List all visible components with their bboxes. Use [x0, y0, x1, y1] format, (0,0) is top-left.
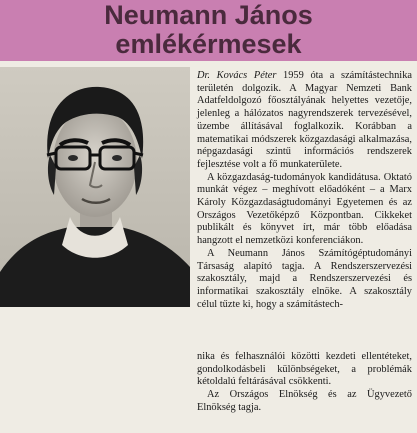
paragraph-4: Az Országos Elnökség és az Ügyvezető Elnökség tagja. [197, 389, 412, 413]
portrait-illustration [0, 67, 190, 307]
author-name: Dr. Kovács Péter [197, 70, 277, 81]
title-banner [0, 0, 417, 61]
paragraph-3: A Neumann János Számítógéptudományi Társaság alapító tagja. A Rendszerszervezési szakosztály, majd a Rendszerszervezési és informatikai szakosztály elnöke. A szakosztály célul tűzte ki, hogy a számítástech- [197, 247, 412, 310]
paragraph-3-continued: nika és felhasználói közötti kezdeti ellentéteket, gondolkodásbeli különbségeket, a problémák kétoldalú feltárásával csökkenti. [197, 351, 412, 388]
portrait-photo [0, 67, 190, 307]
paragraph-1-text: 1959 óta a számítástechnika területén dolgozik. A Magyar Nemzeti Bank Adatfeldolgozó főosztályának helyettes vezetője, jelenleg a hálózatos nagyrendszerek tervezésével, üzembe állításával foglalkozik. Korábban a matematikai módszerek közgazdasági alkalmazása, népgazdasági szintű információs rendszerek fejlesztése volt a fő munkaterülete. [197, 70, 413, 170]
page-title [0, 1, 417, 59]
article-column-bottom [197, 351, 412, 415]
paragraph-2: A közgazdaság-tudományok kandidátusa. Oktató munkát végez – meghívott előadóként – a Marx Károly Közgazdaságtudományi Egyetemen és az Országos Vezetőképző Központban. Cikkeket publikált és könyvet írt, már több előadása hangzott el nemzetközi konferenciákon. [197, 171, 412, 247]
paragraph-1 [197, 70, 412, 172]
title-line-2: emlékérmesek [115, 29, 302, 59]
title-line-1: Neumann János [104, 0, 313, 30]
article-column-top [197, 70, 412, 311]
